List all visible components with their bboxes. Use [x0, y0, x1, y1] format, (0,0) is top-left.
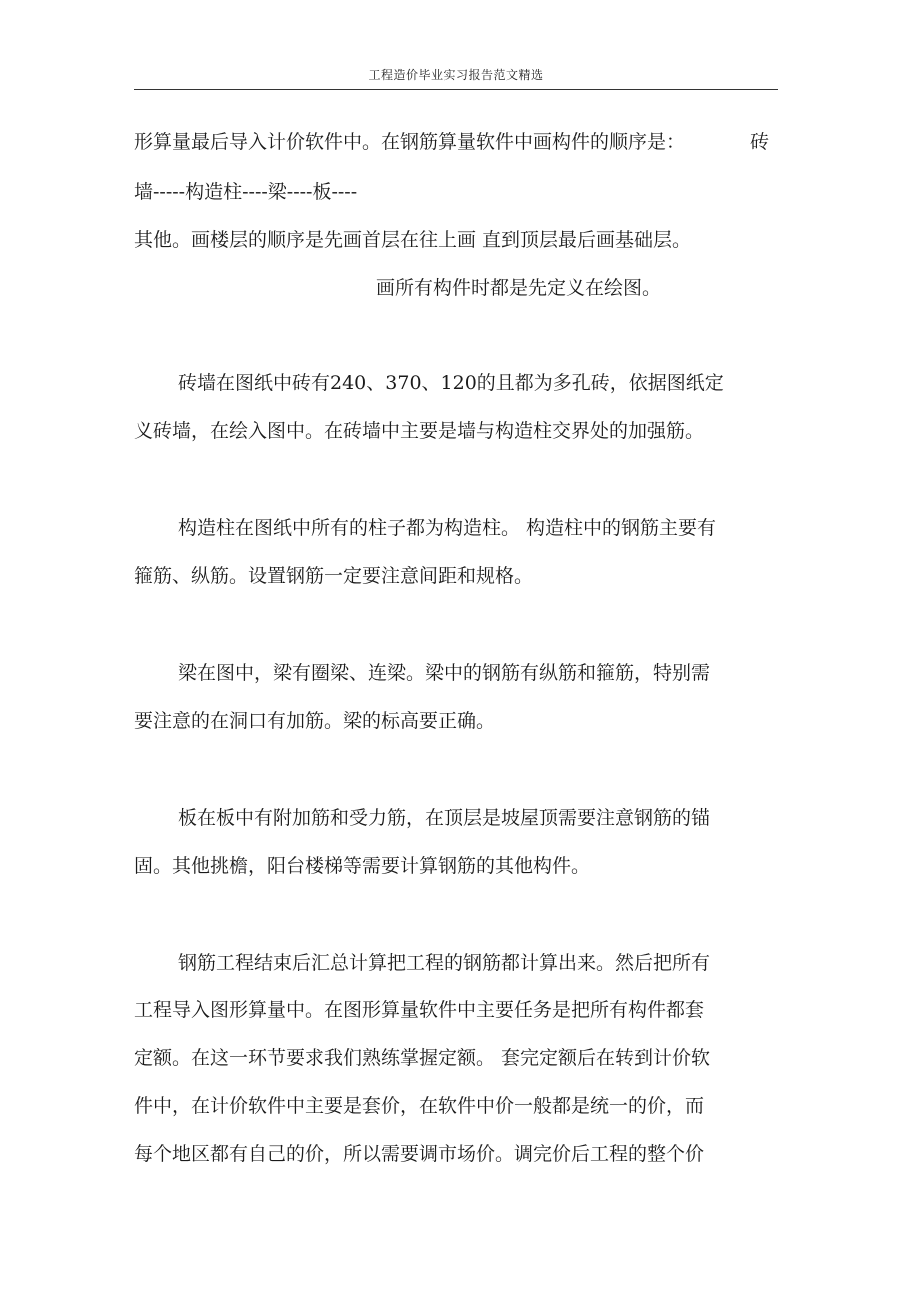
- page-header-title: 工程造价毕业实习报告范文精选: [368, 68, 544, 82]
- brick-wall-line-2: 义砖墙，在绘入图中。在砖墙中主要是墙与构造柱交界处的加强筋。: [134, 420, 705, 442]
- intro-line-4: 画所有构件时都是先定义在绘图。: [376, 277, 662, 299]
- beam-line-2: 要注意的在洞口有加筋。梁的标高要正确。: [134, 710, 496, 732]
- intro-line-3: 其他。画楼层的顺序是先画首层在往上画 直到顶层最后画基础层。: [134, 229, 692, 251]
- summary-line-4: 件中，在计价软件中主要是套价，在软件中价一般都是统一的价，而: [134, 1095, 705, 1117]
- intro-line-1-end: 砖: [750, 131, 770, 153]
- intro-line-1: 形算量最后导入计价软件中。在钢筋算量软件中画构件的顺序是：: [134, 131, 686, 153]
- summary-line-1: 钢筋工程结束后汇总计算把工程的钢筋都计算出来。然后把所有: [178, 952, 711, 974]
- slab-line-1: 板在板中有附加筋和受力筋，在顶层是坡屋顶需要注意钢筋的锚: [178, 807, 711, 829]
- summary-line-3: 定额。在这一环节要求我们熟练掌握定额。 套完定额后在转到计价软: [134, 1047, 711, 1069]
- brick-wall-line-1: 砖墙在图纸中砖有240、370、120的且都为多孔砖，依据图纸定: [178, 372, 724, 394]
- column-line-1: 构造柱在图纸中所有的柱子都为构造柱。 构造柱中的钢筋主要有: [178, 517, 717, 539]
- slab-line-2: 固。其他挑檐，阳台楼梯等需要计算钢筋的其他构件。: [134, 855, 591, 877]
- summary-line-2: 工程导入图形算量中。在图形算量软件中主要任务是把所有构件都套: [134, 999, 705, 1021]
- header-divider: [134, 89, 778, 90]
- summary-line-5: 每个地区都有自己的价，所以需要调市场价。调完价后工程的整个价: [134, 1143, 705, 1165]
- beam-line-1: 梁在图中，梁有圈梁、连梁。梁中的钢筋有纵筋和箍筋，特别需: [178, 662, 711, 684]
- column-line-2: 箍筋、纵筋。设置钢筋一定要注意间距和规格。: [134, 565, 534, 587]
- intro-line-2: 墙-----构造柱----梁----板----: [134, 181, 358, 203]
